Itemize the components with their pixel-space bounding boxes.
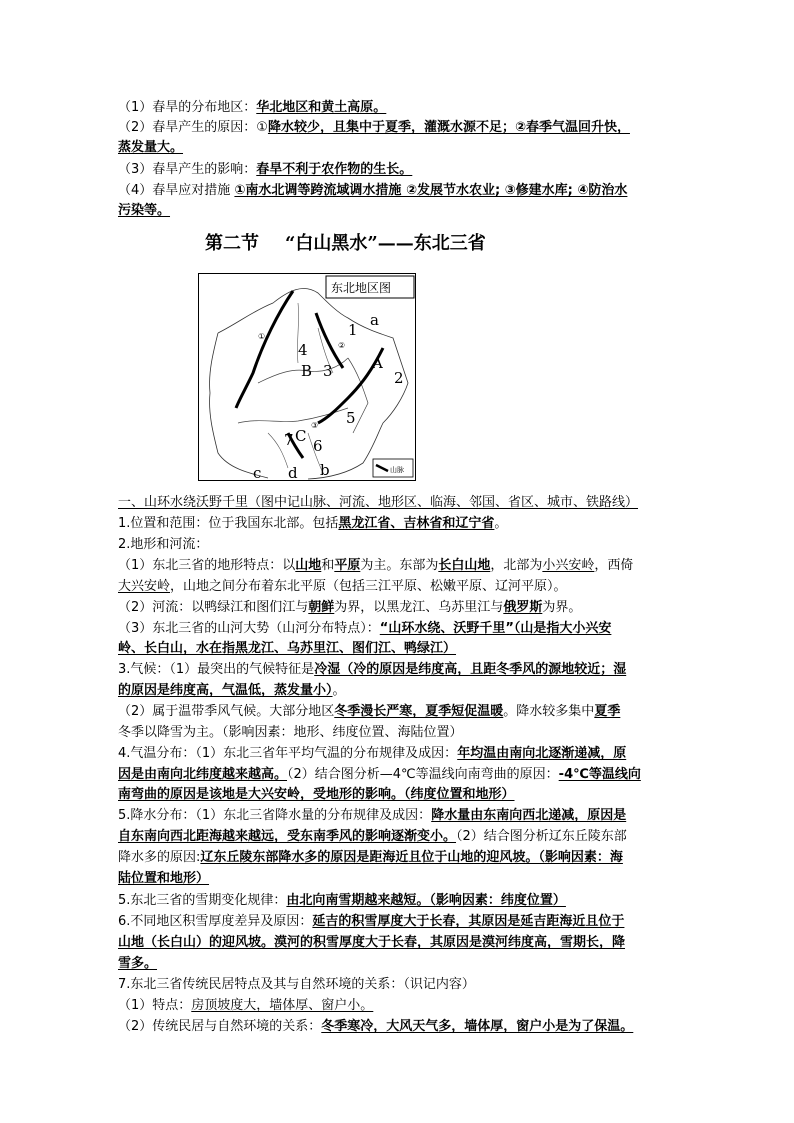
map-title: 东北地区图	[331, 281, 392, 295]
text-line: 大兴安岭，山地之间分布着东北平原（包括三江平原、松嫩平原、辽河平原）。	[118, 579, 567, 594]
text-line: 岭、长白山，水在指黑龙江、乌苏里江、图们江、鸭绿江）	[118, 641, 457, 656]
text-line: 陆位置和地形）	[118, 871, 210, 886]
text-line: 污染等。	[118, 203, 171, 218]
northeast-map	[198, 273, 416, 481]
map-label: 2	[394, 369, 404, 387]
text-line: 蒸发量大。	[118, 140, 184, 155]
map-label: ③	[311, 421, 319, 430]
text-line: （2）属于温带季风气候。大部分地区冬季漫长严寒，夏季短促温暖。降水较多集中夏季	[118, 704, 621, 719]
text-line: 1.位置和范围：位于我国东北部。包括黑龙江省、吉林省和辽宁省。	[118, 516, 508, 531]
text-line: （1）春旱的分布地区：华北地区和黄土高原。	[118, 100, 387, 115]
map-label: ②	[338, 341, 346, 350]
text-line: 山地（长白山）的迎风坡。漠河的积雪厚度大于长春，其原因是漠河纬度高，雪期长，降	[118, 935, 626, 950]
map-label: ①	[258, 332, 266, 341]
map-label: 5	[346, 409, 356, 427]
text-line: 5.东北三省的雪期变化规律：由北向南雪期越来越短。（影响因素：纬度位置）	[118, 893, 566, 908]
text-line: （2）传统民居与自然环境的关系：冬季寒冷，大风天气多，墙体厚，窗户小是为了保温。	[118, 1019, 634, 1034]
text-line: 自东南向西北距海越来越远，受东南季风的影响逐渐变小。（2）结合图分析辽东丘陵东部	[118, 829, 627, 844]
map-label: C	[295, 427, 307, 445]
section-title: 第二节 “白山黑水”——东北三省	[205, 233, 486, 254]
map-label: B	[301, 362, 313, 380]
text-line: 雪多。	[118, 956, 158, 971]
text-line: （1）东北三省的地形特点：以山地和平原为主。东部为长白山地，北部为小兴安岭，西倚	[118, 558, 634, 573]
text-line: 南弯曲的原因是该地是大兴安岭，受地形的影响。（纬度位置和地形）	[118, 787, 515, 802]
map-label: 3	[323, 362, 333, 380]
text-line: 3.气候：（1）最突出的气候特征是冷湿（冷的原因是纬度高，且距冬季风的源地较近；湿	[118, 662, 627, 677]
map-label: 4	[298, 341, 308, 359]
text-line: 7.东北三省传统民居特点及其与自然环境的关系：（识记内容）	[118, 977, 475, 992]
text-line: 降水多的原因:辽东丘陵东部降水多的原因是距海近且位于山地的迎风坡。（影响因素：海	[118, 850, 623, 865]
text-line: （2）河流：以鸭绿江和图们江与朝鲜为界，以黑龙江、乌苏里江与俄罗斯为界。	[118, 600, 582, 615]
map-legend-label: 山脉	[390, 466, 404, 474]
map-label: b	[320, 461, 330, 479]
map-label: 6	[313, 437, 323, 455]
text-line: 4.气温分布：（1）东北三省年平均气温的分布规律及成因：年均温由南向北逐渐递减，原	[118, 746, 627, 761]
text-line: 5.降水分布：（1）东北三省降水量的分布规律及成因：降水量由东南向西北递减，原因是	[118, 808, 627, 823]
map-label: c	[253, 464, 262, 481]
map-label: a	[370, 311, 379, 329]
heading: 一、山环水绕沃野千里（图中记山脉、河流、地形区、临海、邻国、省区、城市、铁路线）	[118, 495, 639, 510]
map-label: 7	[284, 431, 294, 449]
text-line: （1）特点：房顶坡度大，墙体厚、窗户小。	[118, 998, 374, 1013]
map-label: A	[372, 354, 383, 372]
text-line: （3）东北三省的山河大势（山河分布特点）：“山环水绕、沃野千里”（山是指大小兴安	[118, 621, 612, 636]
text-line: 的原因是纬度高，气温低，蒸发量小）。	[118, 683, 346, 698]
text-line: 6.不同地区积雪厚度差异及原因：延吉的积雪厚度大于长春，其原因是延吉距海近且位于	[118, 914, 625, 929]
text-line: （3）春旱产生的影响：春旱不利于农作物的生长。	[118, 162, 413, 177]
text-line: （2）春旱产生的原因：①降水较少，且集中于夏季，灌溉水源不足；②春季气温回升快，	[118, 120, 630, 135]
text-line: （4）春旱应对措施 ①南水北调等跨流域调水措施 ②发展节水农业; ③修建水库; ④防治水	[118, 183, 628, 198]
map-label: d	[288, 464, 298, 481]
text-line: 因是由南向北纬度越来越高。（2）结合图分析—4℃等温线向南弯曲的原因：-4℃等温线向	[118, 767, 641, 782]
text-line: 冬季以降雪为主。（影响因素：地形、纬度位置、海陆位置）	[118, 725, 463, 740]
text-line: 2.地形和河流：	[118, 537, 209, 552]
map-label: 1	[348, 321, 358, 339]
